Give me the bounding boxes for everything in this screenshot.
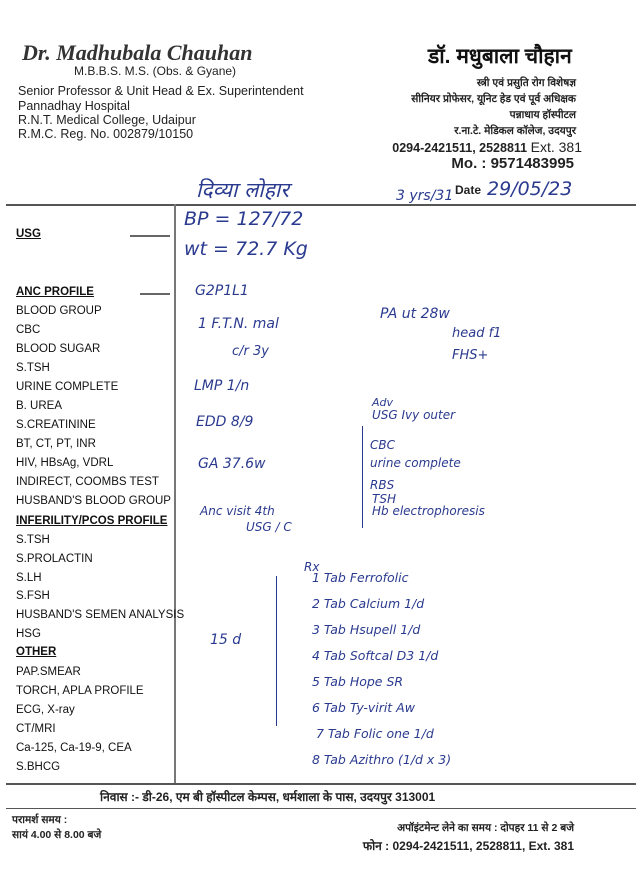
designation-line: Senior Professor & Unit Head & Ex. Superintendent bbox=[18, 84, 304, 98]
note-anc-visit-2: USG / C bbox=[246, 520, 292, 534]
consult-label: परामर्श समय : bbox=[12, 814, 68, 826]
anc-test-item: S.CREATININE bbox=[16, 419, 96, 431]
prescription-item: 1 Tab Ferrofolic bbox=[312, 570, 409, 585]
consult-time: सायं 4.00 से 8.00 बजे bbox=[12, 829, 102, 841]
advice-item: RBS bbox=[370, 478, 395, 492]
infertility-heading: INFERILITY/PCOS PROFILE bbox=[16, 515, 168, 527]
prescription-item: 5 Tab Hope SR bbox=[312, 674, 404, 689]
registration-line: R.M.C. Reg. No. 002879/10150 bbox=[18, 127, 194, 141]
usg-heading: USG bbox=[16, 228, 41, 240]
prescription-item: 8 Tab Azithro (1/d x 3) bbox=[312, 752, 452, 767]
other-test-item: Ca-125, Ca-19-9, CEA bbox=[16, 742, 132, 754]
designation-hindi: सीनियर प्रोफेसर, यूनिट हेड एवं पूर्व अधिक्षक bbox=[411, 93, 576, 105]
infertility-test-item: HSG bbox=[16, 628, 41, 640]
prescription-item: 7 Tab Folic one 1/d bbox=[316, 726, 434, 741]
anc-test-item: BT, CT, PT, INR bbox=[16, 438, 96, 450]
anc-test-item: INDIRECT, COOMBS TEST bbox=[16, 476, 159, 488]
advice-item: urine complete bbox=[370, 456, 461, 470]
advice-item: USG Ivy outer bbox=[372, 408, 456, 422]
anc-line bbox=[140, 293, 170, 295]
footer-divider bbox=[6, 783, 636, 785]
note-history-1: 1 F.T.N. mal bbox=[198, 316, 279, 332]
patient-age: 3 yrs/31 bbox=[396, 188, 454, 204]
date-value: 29/05/23 bbox=[487, 178, 573, 200]
prescription-item: 4 Tab Softcal D3 1/d bbox=[312, 648, 439, 663]
rx-bracket bbox=[276, 576, 277, 726]
note-pa: PA ut 28w bbox=[380, 306, 450, 322]
note-obstetric-score: G2P1L1 bbox=[195, 283, 249, 299]
hospital-line: Pannadhay Hospital bbox=[18, 99, 130, 113]
anc-profile-heading: ANC PROFILE bbox=[16, 286, 94, 298]
note-rx-label: Rx bbox=[304, 560, 320, 574]
infertility-test-item: HUSBAND'S SEMEN ANALYSIS bbox=[16, 609, 185, 622]
doctor-name-hindi: डॉ. मधुबाला चौहान bbox=[428, 45, 572, 68]
anc-test-item: HUSBAND'S BLOOD GROUP bbox=[16, 495, 171, 507]
anc-test-item: URINE COMPLETE bbox=[16, 381, 119, 393]
anc-test-item: B. UREA bbox=[16, 400, 63, 412]
other-test-item: CT/MRI bbox=[16, 723, 56, 735]
hospital-hindi: पन्नाधाय हॉस्पीटल bbox=[509, 109, 576, 121]
note-side-number: 15 d bbox=[210, 632, 242, 648]
note-advice-label: Adv bbox=[372, 396, 394, 409]
header-divider bbox=[6, 204, 636, 206]
other-test-item: PAP.SMEAR bbox=[16, 666, 81, 678]
note-pa-3: FHS+ bbox=[452, 348, 489, 363]
anc-test-item: CBC bbox=[16, 324, 41, 336]
header-phone-numbers: 0294-2421511, 2528811 bbox=[392, 141, 528, 155]
advice-item: Hb electrophoresis bbox=[372, 504, 485, 518]
note-edd: EDD 8/9 bbox=[196, 414, 254, 430]
other-test-item: ECG, X-ray bbox=[16, 704, 75, 716]
footer-divider-2 bbox=[6, 808, 636, 809]
college-hindi: र.ना.टे. मेडिकल कॉलेज, उदयपुर bbox=[454, 125, 576, 137]
advice-item: CBC bbox=[370, 438, 395, 452]
date-label: Date bbox=[455, 183, 482, 197]
advice-bracket bbox=[362, 426, 363, 528]
residence-address: निवास :- डी-26, एम बी हॉस्पीटल केम्पस, धर्मशाला के पास, उदयपुर 313001 bbox=[100, 790, 436, 804]
anc-test-item: BLOOD GROUP bbox=[16, 305, 102, 317]
patient-name: दिव्या लोहार bbox=[196, 178, 289, 202]
college-line: R.N.T. Medical College, Udaipur bbox=[18, 113, 196, 127]
advice-item: TSH bbox=[372, 492, 396, 506]
header-mobile: Mo. : 9571483995 bbox=[451, 155, 574, 172]
note-weight: wt = 72.7 Kg bbox=[184, 238, 308, 260]
header-phone bbox=[392, 139, 582, 155]
infertility-test-item: S.PROLACTIN bbox=[16, 552, 93, 565]
infertility-test-item: S.TSH bbox=[16, 534, 50, 546]
usg-line bbox=[130, 235, 170, 237]
other-test-item: S.BHCG bbox=[16, 761, 61, 773]
doctor-degrees: M.B.B.S. M.S. (Obs. & Gyane) bbox=[74, 64, 237, 78]
appointment-time: अपॉइंटमेन्ट लेने का समय : दोपहर 11 से 2 बजे bbox=[397, 822, 574, 834]
note-lmp: LMP 1/n bbox=[194, 378, 250, 394]
infertility-test-item: S.FSH bbox=[16, 590, 50, 603]
specialty-hindi: स्त्री एवं प्रसुति रोग विशेषज्ञ bbox=[476, 77, 576, 89]
column-divider bbox=[174, 204, 176, 784]
note-pa-2: head f1 bbox=[452, 326, 502, 341]
note-gestational-age: GA 37.6w bbox=[198, 456, 266, 472]
anc-test-item: BLOOD SUGAR bbox=[16, 343, 101, 355]
prescription-item: 2 Tab Calcium 1/d bbox=[312, 596, 425, 611]
doctor-name-english: Dr. Madhubala Chauhan bbox=[22, 40, 253, 65]
header-phone-ext: Ext. 381 bbox=[530, 139, 582, 155]
anc-test-item: HIV, HBsAg, VDRL bbox=[16, 457, 114, 469]
infertility-test-item: S.LH bbox=[16, 571, 42, 584]
note-bp: BP = 127/72 bbox=[184, 208, 304, 230]
other-test-item: TORCH, APLA PROFILE bbox=[16, 685, 144, 697]
prescription-item: 3 Tab Hsupell 1/d bbox=[312, 622, 421, 637]
note-anc-visit: Anc visit 4th bbox=[200, 504, 275, 518]
note-history-2: c/r 3y bbox=[232, 344, 269, 359]
other-heading: OTHER bbox=[16, 646, 57, 658]
anc-test-item: S.TSH bbox=[16, 362, 50, 374]
footer-phone: फोन : 0294-2421511, 2528811, Ext. 381 bbox=[362, 839, 574, 853]
prescription-item: 6 Tab Ty-virit Aw bbox=[312, 700, 415, 715]
